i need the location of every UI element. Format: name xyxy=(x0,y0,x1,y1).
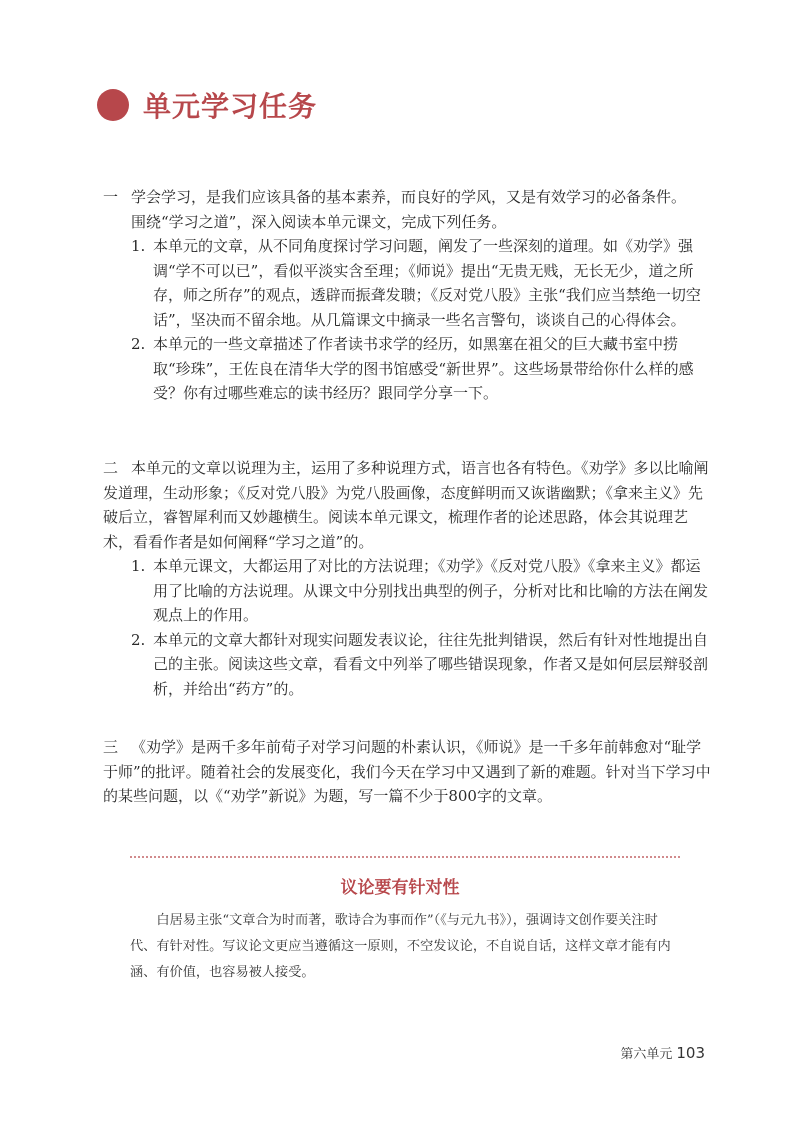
subtask-text: 本单元课文，大都运用了对比的方法说理；《劝学》《反对党八股》《拿来主义》都运用了比喻的方法说理。从课文中分别找出典型的例子，分析对比和比喻的方法在阐发观点上的作用。 xyxy=(153,557,709,624)
dotted-divider xyxy=(130,856,680,858)
subtask-number: 1. xyxy=(131,557,146,575)
task-intro: 本单元的文章以说理为主，运用了多种说理方式，语言也各有特色。《劝学》多以比喻阐发道理，生动形象；《反对党八股》为党八股画像，态度鲜明而又诙谐幽默；《拿来主义》先破后立，睿智犀利而又妙趣横生。阅读本单元课文，梳理作者的论述思路，体会其说理艺术，看看作者是如何阐释“学习之道”的。 xyxy=(103,459,709,551)
task-intro: 《劝学》是两千多年前荀子对学习问题的朴素认识，《师说》是一千多年前韩愈对“耻学于师”的批评。随着社会的发展变化，我们今天在学习中又遇到了新的难题。针对当下学习中的某些问题，以《“劝学”新说》为题，写一篇不少于800字的文章。 xyxy=(103,738,711,805)
subtask-2-1 xyxy=(131,554,715,628)
section-title: 单元学习任务 xyxy=(143,90,318,123)
bullet-dot-icon xyxy=(97,89,129,121)
note-title: 议论要有针对性 xyxy=(340,878,460,898)
task-1 xyxy=(103,185,715,406)
subtask-text: 本单元的文章，从不同角度探讨学习问题，阐发了一些深刻的道理。如《劝学》强调“学不可以已”，看似平淡实含至理；《师说》提出“无贵无贱，无长无少，道之所存，师之所存”的观点，透辟而振聋发聩；《反对党八股》主张“我们应当禁绝一切空话”，坚决而不留余地。从几篇课文中摘录一些名言警句，谈谈自己的心得体会。 xyxy=(153,237,701,329)
task-3 xyxy=(103,735,715,809)
subtask-1-2 xyxy=(131,332,715,406)
task-number: 二 xyxy=(103,459,119,477)
subtask-number: 2. xyxy=(131,335,146,353)
note-body: 白居易主张“文章合为时而著，歌诗合为事而作”（《与元九书》），强调诗文创作要关注时代、有针对性。写议论文更应当遵循这一原则，不空发议论，不自说自话，这样文章才能有内涵、有价值，也容易被人接受。 xyxy=(130,913,671,980)
subtask-1-1 xyxy=(131,234,715,332)
task-2 xyxy=(103,456,715,701)
subtask-2-2 xyxy=(131,628,715,702)
unit-label: 第六单元 xyxy=(620,1047,673,1062)
section-header xyxy=(97,85,317,125)
page-number: 103 xyxy=(676,1044,705,1062)
task-number: 一 xyxy=(103,188,119,206)
subtask-number: 2. xyxy=(131,630,146,649)
subtask-text: 本单元的文章大都针对现实问题发表议论，往往先批判错误，然后有针对性地提出自己的主张。阅读这些文章，看看文中列举了哪些错误现象，作者又是如何层层辩驳剖析，并给出“药方”的。 xyxy=(153,630,709,698)
page-footer xyxy=(620,1043,705,1062)
subtask-number: 1. xyxy=(131,237,146,255)
task-intro-line2: 围绕“学习之道”，深入阅读本单元课文，完成下列任务。 xyxy=(131,212,507,231)
subtask-text: 本单元的一些文章描述了作者读书求学的经历，如黑塞在祖父的巨大藏书室中捞取“珍珠”，王佐良在清华大学的图书馆感受“新世界”。这些场景带给你什么样的感受？你有过哪些难忘的读书经历？跟同学分享一下。 xyxy=(153,335,694,402)
task-intro-line1: 学会学习，是我们应该具备的基本素养，而良好的学风，又是有效学习的必备条件。 xyxy=(131,188,687,206)
task-number: 三 xyxy=(103,738,119,756)
